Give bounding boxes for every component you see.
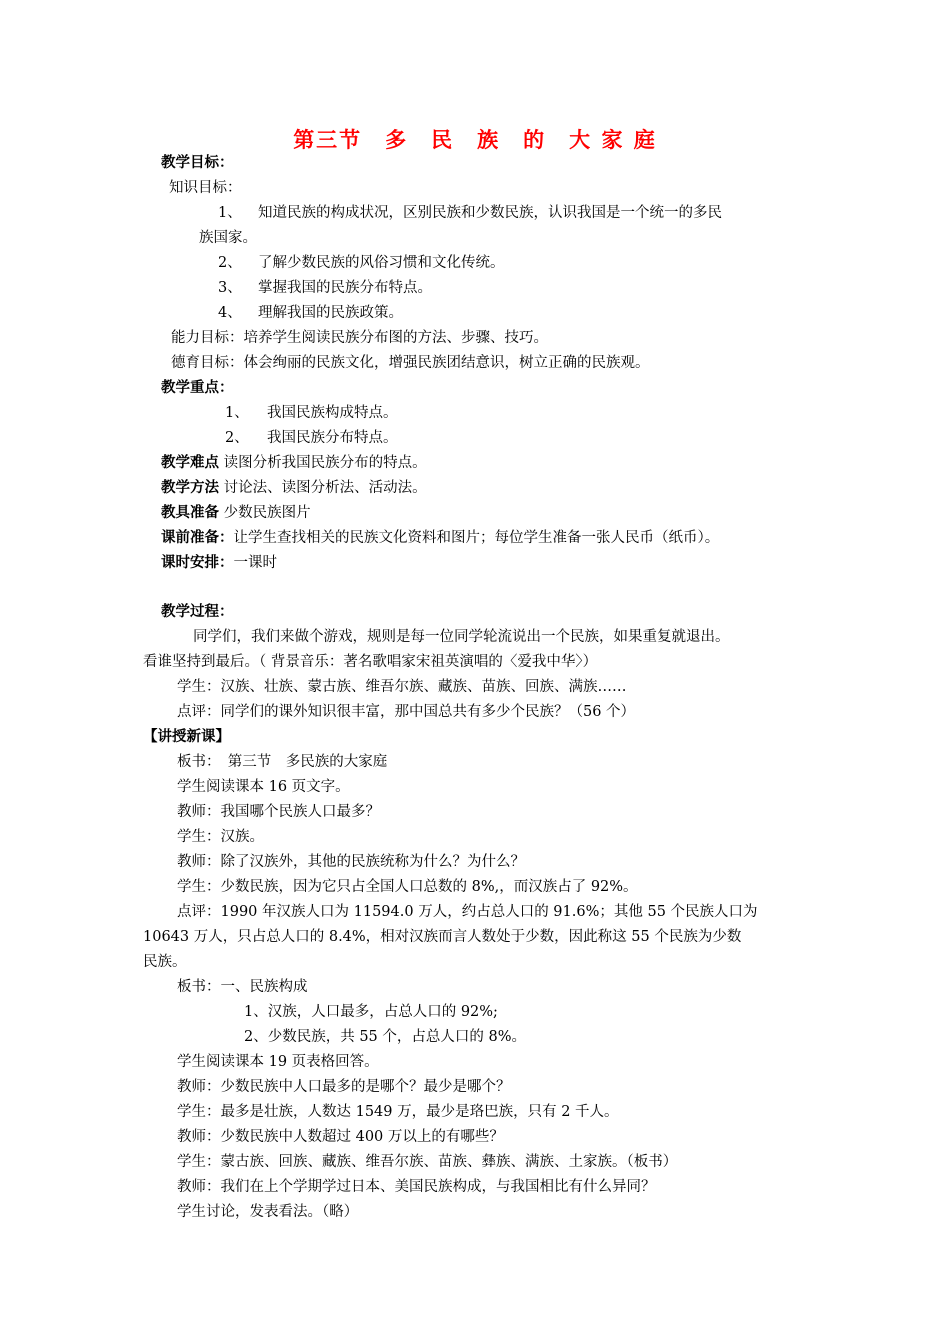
- key-point-1-num: 1、: [225, 405, 249, 421]
- key-point-1-text: 我国民族构成特点。: [267, 405, 398, 421]
- key-point-item-1: [225, 404, 398, 422]
- moral-objective: 德育目标：体会绚丽的民族文化，增强民族团结意识，树立正确的民族观。: [171, 355, 650, 371]
- lesson2-line-7: 学生讨论，发表看法。（略）: [177, 1204, 359, 1220]
- lesson-line-6: 学生：少数民族，因为它只占全国人口总数的 8%,，而汉族占了 92%。: [177, 879, 638, 895]
- lesson2-line-5: 学生：蒙古族、回族、藏族、维吾尔族、苗族、彝族、满族、土家族。（板书）: [177, 1154, 678, 1170]
- lesson-line-5: 教师：除了汉族外，其他的民族统称为什么？为什么？: [177, 854, 525, 870]
- lesson-line-1: 板书： 第三节 多民族的大家庭: [177, 754, 388, 770]
- prep-label: 课前准备：: [161, 529, 234, 546]
- process-paragraph: 同学们，我们来做个游戏，规则是每一位同学轮流说出一个民族，如果重复就退出。: [193, 629, 730, 645]
- objective-item-1-text: 知道民族的构成状况，区别民族和少数民族，认识我国是一个统一的多民: [258, 205, 722, 221]
- schedule-label: 课时安排：: [161, 554, 234, 571]
- schedule-text: 一课时: [233, 555, 277, 571]
- objective-item-2-text: 了解少数民族的风俗习惯和文化传统。: [258, 255, 505, 271]
- page-title: 第三节 多 民 族 的 大 家 庭: [293, 127, 657, 152]
- comment-1: 点评：同学们的课外知识很丰富，那中国总共有多少个民族？（56 个）: [177, 704, 636, 720]
- objective-item-1-num: 1、: [218, 205, 242, 221]
- objective-item-2: [218, 254, 505, 272]
- key-point-2-text: 我国民族分布特点。: [267, 430, 398, 446]
- difficulty-label: 教学难点: [161, 454, 219, 471]
- tools-label: 教具准备: [161, 504, 219, 521]
- process-heading: 教学过程：: [161, 603, 234, 620]
- board-heading-2: 板书：一、民族构成: [177, 979, 308, 995]
- method-line: [161, 479, 427, 497]
- process-paragraph-cont: 看谁坚持到最后。（ 背景音乐：著名歌唱家宋祖英演唱的〈爱我中华〉）: [143, 654, 598, 670]
- board-item-2: 2、少数民族，共 55 个，占总人口的 8%。: [244, 1029, 527, 1045]
- objective-item-2-num: 2、: [218, 255, 242, 271]
- objective-item-4-num: 4、: [218, 305, 242, 321]
- lesson2-line-2: 教师：少数民族中人口最多的是哪个？最少是哪个？: [177, 1079, 511, 1095]
- difficulty-text: 读图分析我国民族分布的特点。: [219, 455, 427, 471]
- objective-item-3-text: 掌握我国的民族分布特点。: [258, 280, 432, 296]
- method-text: 讨论法、读图分析法、活动法。: [219, 480, 427, 496]
- lesson-line-2: 学生阅读课本 16 页文字。: [177, 779, 350, 795]
- lesson-line-7: 点评：1990 年汉族人口为 11594.0 万人，约占总人口的 91.6%；其他 55 个民族人口为: [177, 904, 758, 920]
- prep-text: 让学生查找相关的民族文化资料和图片；每位学生准备一张人民币（纸币）。: [233, 530, 720, 546]
- lesson-comment-cont-2: 民族。: [143, 954, 187, 970]
- method-label: 教学方法: [161, 479, 219, 496]
- schedule-line: [161, 554, 277, 572]
- lesson-comment-cont-1: 10643 万人，只占总人口的 8.4%，相对汉族而言人数处于少数，因此称这 55 个民族为少数: [143, 929, 742, 945]
- prep-line: [161, 529, 719, 547]
- lesson-line-4: 学生：汉族。: [177, 829, 264, 845]
- objectives-heading: 教学目标：: [161, 154, 234, 171]
- new-lesson-heading: 【讲授新课】: [143, 728, 230, 745]
- key-point-2-num: 2、: [225, 430, 249, 446]
- lesson2-line-3: 学生：最多是壮族，人数达 1549 万，最少是珞巴族，只有 2 千人。: [177, 1104, 619, 1120]
- tools-text: 少数民族图片: [219, 505, 311, 521]
- knowledge-objectives-label: 知识目标：: [169, 180, 242, 196]
- objective-item-4-text: 理解我国的民族政策。: [258, 305, 403, 321]
- lesson2-line-6: 教师：我们在上个学期学过日本、美国民族构成，与我国相比有什么异同？: [177, 1179, 656, 1195]
- objective-item-4: [218, 304, 403, 322]
- student-answer-1: 学生：汉族、壮族、蒙古族、维吾尔族、藏族、苗族、回族、满族……: [177, 679, 627, 695]
- difficulty-line: [161, 454, 427, 472]
- key-point-item-2: [225, 429, 398, 447]
- objective-item-3: [218, 279, 432, 297]
- objective-item-3-num: 3、: [218, 280, 242, 296]
- tools-line: [161, 504, 311, 522]
- objective-item-1-cont: 族国家。: [199, 230, 257, 246]
- lesson2-line-4: 教师：少数民族中人数超过 400 万以上的有哪些？: [177, 1129, 504, 1145]
- lesson-line-3: 教师：我国哪个民族人口最多？: [177, 804, 380, 820]
- ability-objective: 能力目标：培养学生阅读民族分布图的方法、步骤、技巧。: [171, 330, 548, 346]
- board-item-1: 1、汉族，人口最多，占总人口的 92%;: [244, 1004, 498, 1020]
- objective-item-1: [218, 204, 722, 222]
- key-points-heading: 教学重点：: [161, 379, 234, 396]
- lesson2-line-1: 学生阅读课本 19 页表格回答。: [177, 1054, 379, 1070]
